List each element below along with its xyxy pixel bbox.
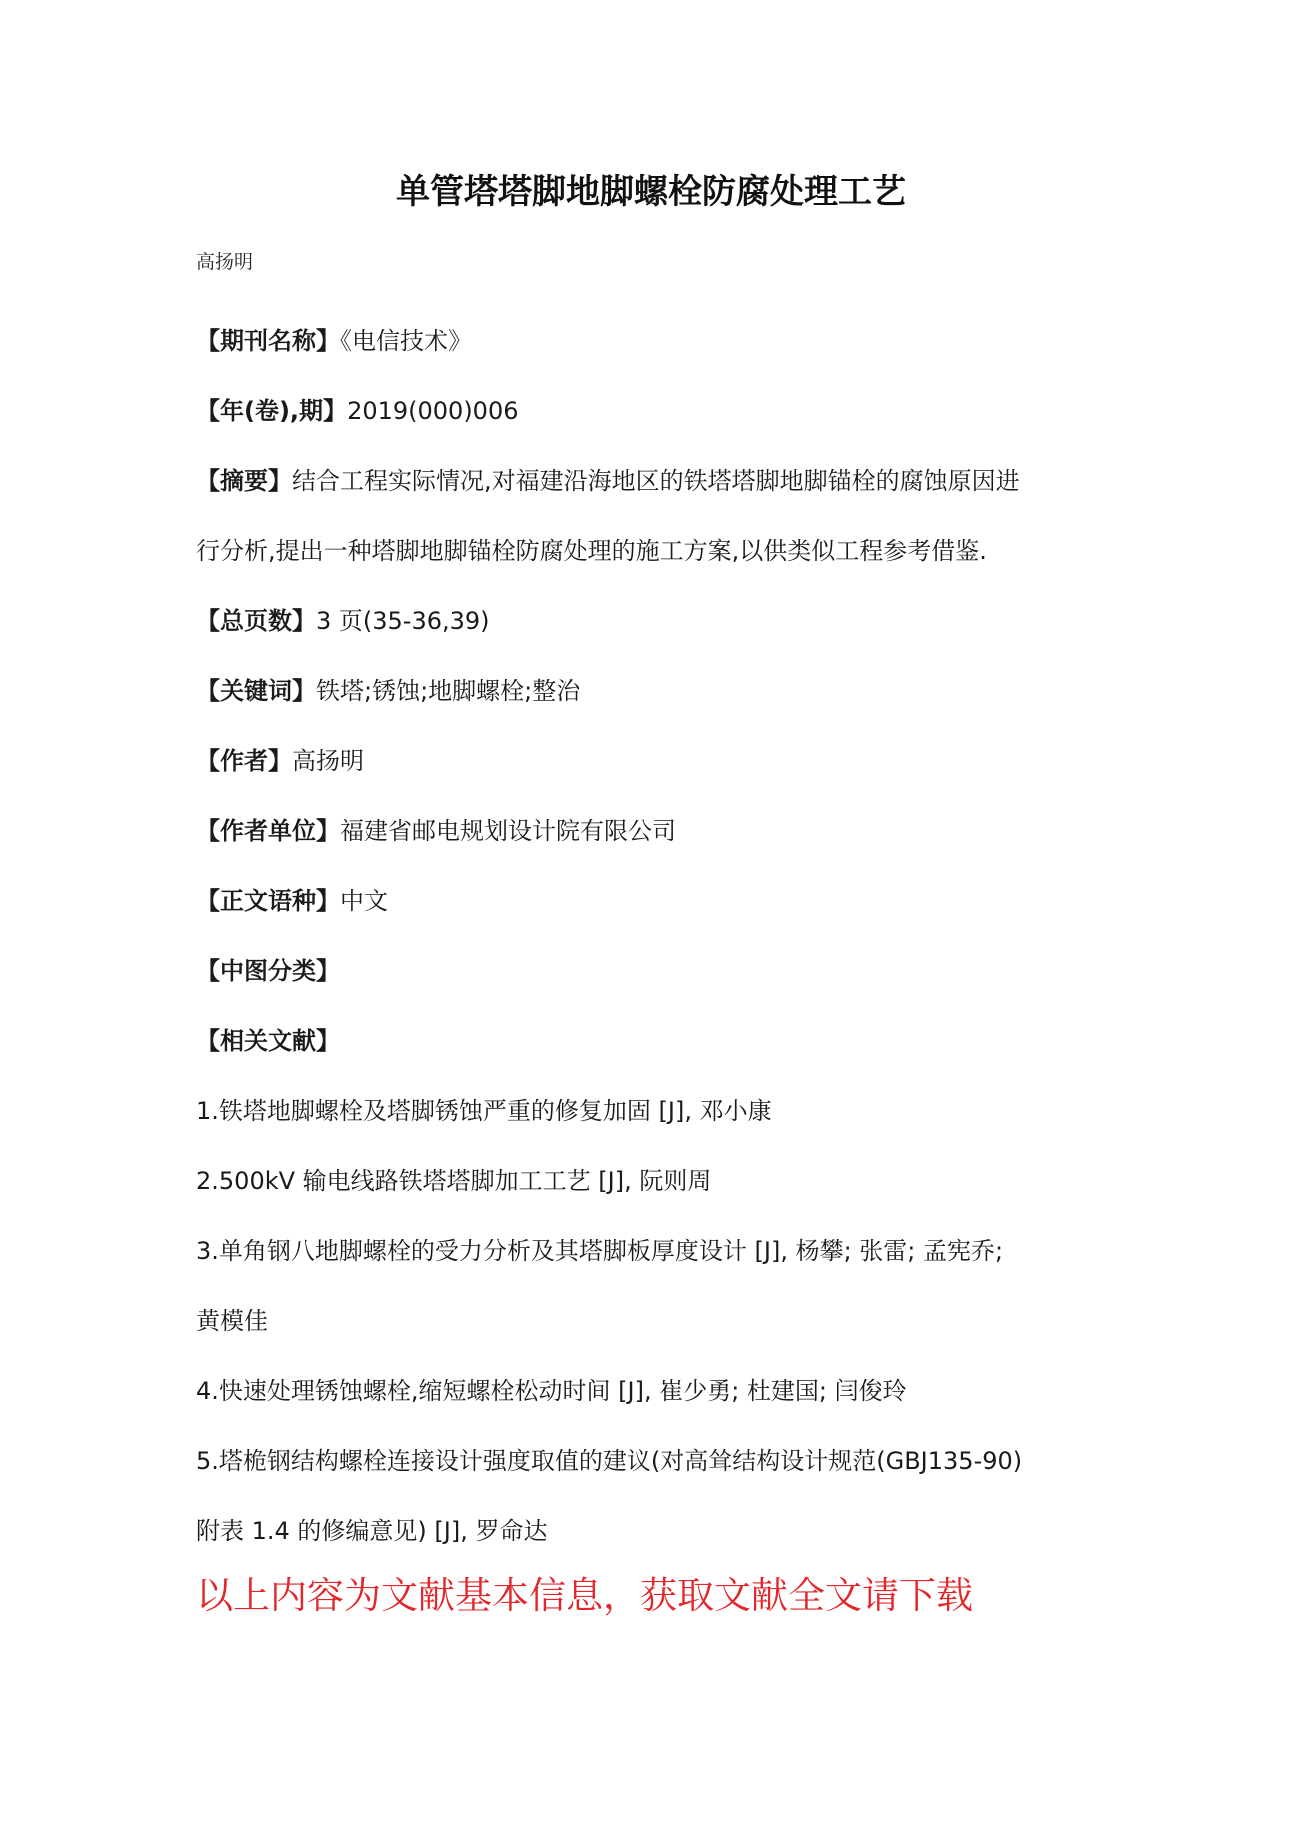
language-label: 【正文语种】	[196, 887, 340, 915]
pages-value: 3 页(35-36,39)	[316, 607, 490, 635]
reference-3-text-cont: 黄模佳	[196, 1307, 268, 1335]
author-row	[196, 726, 1106, 796]
classification-row	[196, 936, 1106, 1006]
references-heading: 【相关文献】	[196, 1027, 340, 1055]
language-value: 中文	[340, 887, 388, 915]
issue-row	[196, 376, 1106, 446]
metadata-body	[196, 306, 1106, 1566]
reference-4-text: 4.快速处理锈蚀螺栓,缩短螺栓松动时间 [J], 崔少勇; 杜建国; 闫俊玲	[196, 1377, 907, 1405]
reference-2-text: 2.500kV 输电线路铁塔塔脚加工工艺 [J], 阮则周	[196, 1167, 712, 1195]
abstract-line-1: 结合工程实际情况,对福建沿海地区的铁塔塔脚地脚锚栓的腐蚀原因进	[292, 467, 1020, 495]
reference-1-text: 1.铁塔地脚螺栓及塔脚锈蚀严重的修复加固 [J], 邓小康	[196, 1097, 772, 1125]
keywords-label: 【关键词】	[196, 677, 316, 705]
author-label: 【作者】	[196, 747, 292, 775]
reference-5-text-cont: 附表 1.4 的修编意见) [J], 罗命达	[196, 1517, 548, 1545]
keywords-row	[196, 656, 1106, 726]
document-title: 单管塔塔脚地脚螺栓防腐处理工艺	[396, 172, 906, 212]
reference-item	[196, 1216, 1106, 1286]
journal-label: 【期刊名称】	[196, 327, 340, 355]
affiliation-value: 福建省邮电规划设计院有限公司	[340, 817, 676, 845]
reference-item	[196, 1426, 1106, 1496]
affiliation-row	[196, 796, 1106, 866]
download-notice: 以上内容为文献基本信息，获取文献全文请下载	[196, 1574, 973, 1617]
issue-value: 2019(000)006	[347, 397, 519, 425]
reference-5-text: 5.塔桅钢结构螺栓连接设计强度取值的建议(对高耸结构设计规范(GBJ135-90)	[196, 1447, 1023, 1475]
author-value: 高扬明	[292, 747, 364, 775]
reference-item	[196, 1356, 1106, 1426]
pages-row	[196, 586, 1106, 656]
reference-item	[196, 1076, 1106, 1146]
keywords-value: 铁塔;锈蚀;地脚螺栓;整治	[316, 677, 581, 705]
reference-item	[196, 1146, 1106, 1216]
reference-item-continued	[196, 1496, 1106, 1566]
abstract-line-2: 行分析,提出一种塔脚地脚锚栓防腐处理的施工方案,以供类似工程参考借鉴.	[196, 537, 987, 565]
affiliation-label: 【作者单位】	[196, 817, 340, 845]
abstract-label: 【摘要】	[196, 467, 292, 495]
abstract-row	[196, 446, 1106, 516]
reference-item-continued	[196, 1286, 1106, 1356]
issue-label: 【年(卷),期】	[196, 397, 348, 425]
classification-label: 【中图分类】	[196, 957, 340, 985]
journal-row	[196, 306, 1106, 376]
journal-value: 《电信技术》	[340, 327, 472, 355]
language-row	[196, 866, 1106, 936]
author-line: 高扬明	[196, 251, 254, 273]
abstract-row-continued	[196, 516, 1106, 586]
reference-3-text: 3.单角钢八地脚螺栓的受力分析及其塔脚板厚度设计 [J], 杨攀; 张雷; 孟宪乔;	[196, 1237, 1004, 1265]
pages-label: 【总页数】	[196, 607, 316, 635]
references-heading-row	[196, 1006, 1106, 1076]
